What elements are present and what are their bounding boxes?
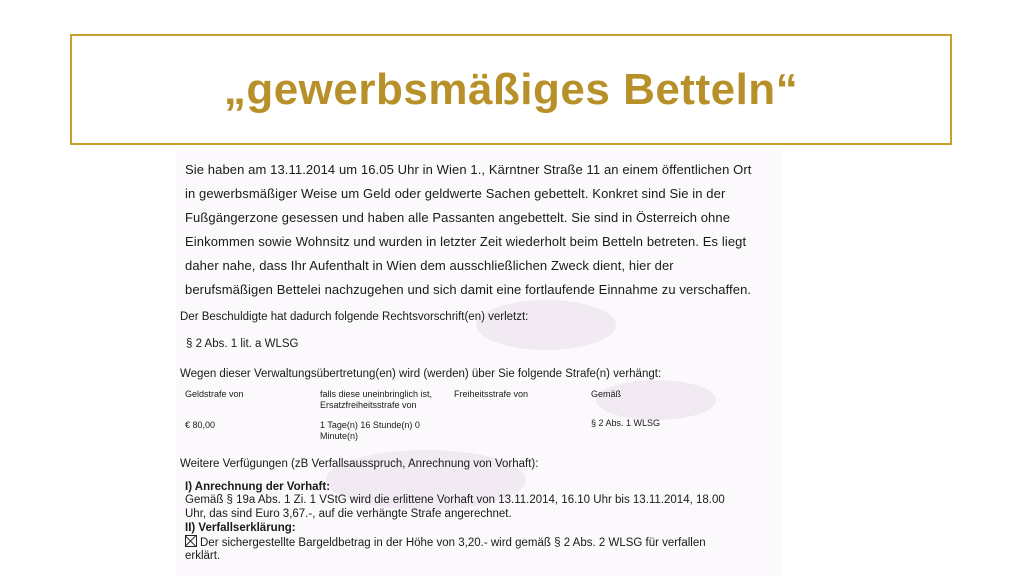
paragraph-line: Sie haben am 13.11.2014 um 16.05 Uhr in Wien 1., Kärntner Straße 11 an einem öffentlichen Ort xyxy=(185,162,752,177)
paragraph-line: in gewerbsmäßiger Weise um Geld oder geldwerte Sachen gebettelt. Konkret sind Sie in der xyxy=(185,186,726,201)
penalty-value-fine: € 80,00 xyxy=(185,420,216,430)
penalty-header-prison: Freiheitsstrafe von xyxy=(454,389,529,399)
violation-intro: Der Beschuldigte hat dadurch folgende Rechtsvorschrift(en) verletzt: xyxy=(180,311,529,323)
scan-smudge xyxy=(596,380,716,420)
section1-line: Uhr, das sind Euro 3,67.-, auf die verhängte Strafe angerechnet. xyxy=(185,508,512,520)
penalty-value-alt: 1 Tage(n) 16 Stunde(n) 0 xyxy=(320,420,420,430)
paragraph-line: daher nahe, dass Ihr Aufenthalt in Wien dem ausschließlichen Zweck dient, hier der xyxy=(185,258,674,273)
paragraph-line: Fußgängerzone gesessen und haben alle Passanten angebettelt. Sie sind in Österreich ohne xyxy=(185,210,731,225)
section2-line-wrap xyxy=(185,535,706,550)
paragraph-line: berufsmäßigen Bettelei nachzugehen und sich damit eine fortlaufende Einnahme zu verschaffen. xyxy=(185,282,752,297)
penalty-value-alt: Minute(n) xyxy=(320,431,359,441)
section1-heading: I) Anrechnung der Vorhaft: xyxy=(185,481,331,493)
penalty-header-fine: Geldstrafe von xyxy=(185,389,244,399)
penalty-header-alt: falls diese uneinbringlich ist, xyxy=(320,389,433,399)
section2-heading: II) Verfallserklärung: xyxy=(185,522,296,534)
paragraph-line: Einkommen sowie Wohnsitz und wurden in letzter Zeit wiederholt beim Betteln betreten. Es liegt xyxy=(185,234,747,249)
violation-law: § 2 Abs. 1 lit. a WLSG xyxy=(186,338,299,350)
section2-line: Der sichergestellte Bargeldbetrag in der Höhe von 3,20.- wird gemäß § 2 Abs. 2 WLSG für verfallen xyxy=(200,537,706,549)
penalty-value-per: § 2 Abs. 1 WLSG xyxy=(591,418,661,428)
slide-title: „gewerbsmäßiges Betteln“ xyxy=(223,64,799,114)
scan-smudge xyxy=(476,300,616,350)
further-intro: Weitere Verfügungen (zB Verfallsausspruch, Anrechnung von Vorhaft): xyxy=(180,458,539,470)
scanned-document xyxy=(176,150,782,576)
penalty-header-alt: Ersatzfreiheitsstrafe von xyxy=(320,400,417,410)
section1-line: Gemäß § 19a Abs. 1 Zi. 1 VStG wird die erlittene Vorhaft von 13.11.2014, 16.10 Uhr bis 13.11.2014, 18.00 xyxy=(185,494,725,506)
penalty-intro: Wegen dieser Verwaltungsübertretung(en) wird (werden) über Sie folgende Strafe(n) verhängt: xyxy=(180,368,662,380)
checked-box-icon xyxy=(185,535,197,547)
section2-line: erklärt. xyxy=(185,550,221,562)
penalty-header-per: Gemäß xyxy=(591,389,622,399)
title-box xyxy=(70,34,952,145)
